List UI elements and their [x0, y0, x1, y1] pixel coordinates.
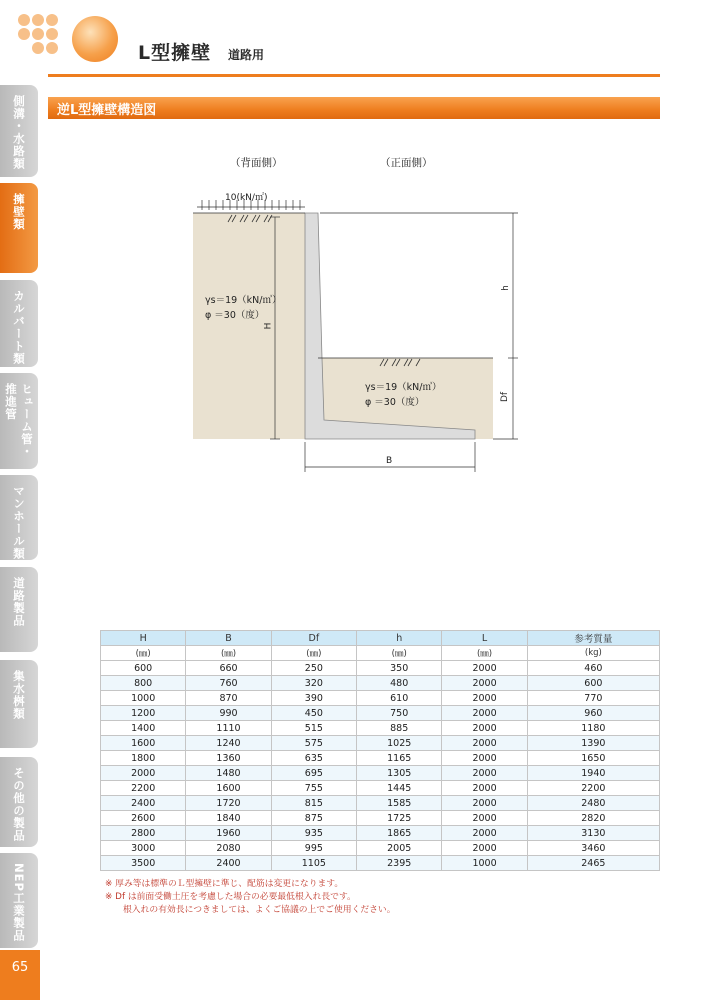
table-cell: 600	[527, 676, 659, 691]
page-number: 65	[0, 950, 40, 1000]
table-cell: 660	[186, 661, 271, 676]
tab-nep-products[interactable]	[0, 853, 38, 948]
table-cell: 1000	[101, 691, 186, 706]
unit-cell: (㎜)	[442, 646, 527, 661]
table-cell: 1650	[527, 751, 659, 766]
table-cell: 760	[186, 676, 271, 691]
table-row	[101, 856, 660, 871]
table-cell: 750	[357, 706, 442, 721]
table-row	[101, 736, 660, 751]
table-cell: 935	[271, 826, 356, 841]
tab-manhole[interactable]	[0, 475, 38, 560]
table-cell: 1725	[357, 811, 442, 826]
tab-label: 擁壁類	[12, 193, 26, 231]
table-row	[101, 676, 660, 691]
table-cell: 1025	[357, 736, 442, 751]
header-L: L	[442, 631, 527, 646]
table-row	[101, 781, 660, 796]
table-cell: 2005	[357, 841, 442, 856]
table-cell: 635	[271, 751, 356, 766]
tab-road-products[interactable]	[0, 567, 38, 652]
header-divider	[48, 74, 660, 77]
table-cell: 815	[271, 796, 356, 811]
table-row	[101, 721, 660, 736]
table-cell: 875	[271, 811, 356, 826]
table-cell: 2465	[527, 856, 659, 871]
table-cell: 2000	[442, 826, 527, 841]
dim-Df-label: Df	[500, 391, 511, 403]
table-cell: 320	[271, 676, 356, 691]
structure-diagram	[180, 150, 540, 484]
unit-cell: (kg)	[527, 646, 659, 661]
table-cell: 1105	[271, 856, 356, 871]
table-cell: 755	[271, 781, 356, 796]
table-body	[101, 661, 660, 871]
table-cell: 2200	[101, 781, 186, 796]
table-cell: 2000	[442, 751, 527, 766]
tab-label: 側溝・水路類	[12, 95, 26, 170]
tab-label: 道路製品	[12, 577, 26, 627]
table-cell: 1400	[101, 721, 186, 736]
table-cell: 1200	[101, 706, 186, 721]
table-cell: 1585	[357, 796, 442, 811]
back-soil-phi: φ ＝30（度）	[205, 310, 265, 321]
front-side-label: （正面側）	[380, 157, 433, 169]
front-soil-gamma: γs＝19（kN/㎥）	[365, 382, 442, 393]
table-cell: 2000	[442, 736, 527, 751]
table-cell: 1865	[357, 826, 442, 841]
table-cell: 2600	[101, 811, 186, 826]
table-cell: 1960	[186, 826, 271, 841]
tab-catch-basin[interactable]	[0, 660, 38, 748]
table-cell: 390	[271, 691, 356, 706]
unit-cell: (㎜)	[357, 646, 442, 661]
table-cell: 3500	[101, 856, 186, 871]
tab-culvert[interactable]	[0, 280, 38, 367]
table-cell: 1940	[527, 766, 659, 781]
table-cell: 2395	[357, 856, 442, 871]
table-cell: 800	[101, 676, 186, 691]
table-cell: 2000	[442, 676, 527, 691]
table-cell: 2000	[442, 781, 527, 796]
header-B: B	[186, 631, 271, 646]
table-cell: 695	[271, 766, 356, 781]
table-header-row	[101, 631, 660, 646]
header-h: h	[357, 631, 442, 646]
dim-B-label: B	[386, 456, 393, 466]
table-cell: 2800	[101, 826, 186, 841]
table-cell: 600	[101, 661, 186, 676]
table-cell: 1800	[101, 751, 186, 766]
dim-h-label: h	[500, 285, 511, 291]
table-cell: 2080	[186, 841, 271, 856]
dimension-table	[100, 630, 660, 871]
table-cell: 480	[357, 676, 442, 691]
table-row	[101, 661, 660, 676]
back-soil-area	[193, 213, 305, 439]
unit-cell: (㎜)	[101, 646, 186, 661]
table-cell: 250	[271, 661, 356, 676]
table-cell: 2000	[442, 766, 527, 781]
section-header	[48, 97, 660, 119]
company-logo	[18, 14, 108, 62]
back-soil-gamma: γs＝19（kN/㎥）	[205, 295, 282, 306]
table-cell: 2820	[527, 811, 659, 826]
table-cell: 450	[271, 706, 356, 721]
page-title: L型擁壁	[138, 42, 212, 64]
tab-label: その他の製品	[12, 767, 26, 842]
table-cell: 1600	[186, 781, 271, 796]
header-Df: Df	[271, 631, 356, 646]
table-cell: 2200	[527, 781, 659, 796]
tab-hume-pipe[interactable]	[0, 373, 38, 469]
tab-label: ヒューム管・推進管	[4, 383, 34, 458]
section-title: 逆L型擁壁構造図	[57, 103, 157, 118]
table-row	[101, 691, 660, 706]
table-row	[101, 841, 660, 856]
table-cell: 995	[271, 841, 356, 856]
table-cell: 1480	[186, 766, 271, 781]
table-cell: 1240	[186, 736, 271, 751]
header-mass: 参考質量	[527, 631, 659, 646]
dim-H-label: H	[263, 322, 274, 330]
table-cell: 2000	[442, 721, 527, 736]
surcharge-load-label: 10(kN/㎡)	[225, 193, 268, 203]
back-side-label: （背面側）	[230, 157, 283, 169]
footnote-1: ※ 厚み等は標準のＬ型擁壁に準じ、配筋は変更になります。	[105, 879, 344, 889]
table-cell: 350	[357, 661, 442, 676]
tab-label: マンホール類	[12, 485, 26, 560]
table-cell: 1110	[186, 721, 271, 736]
table-cell: 1390	[527, 736, 659, 751]
table-cell: 2000	[442, 796, 527, 811]
tab-gutter[interactable]	[0, 85, 38, 177]
table-cell: 3000	[101, 841, 186, 856]
front-soil-phi: φ ＝30（度）	[365, 397, 425, 408]
table-cell: 3130	[527, 826, 659, 841]
tab-label: カルバート類	[12, 290, 26, 365]
table-cell: 2000	[442, 661, 527, 676]
table-cell: 2000	[442, 841, 527, 856]
footnotes	[105, 878, 396, 917]
table-cell: 1000	[442, 856, 527, 871]
table-cell: 770	[527, 691, 659, 706]
table-cell: 460	[527, 661, 659, 676]
unit-cell: (㎜)	[271, 646, 356, 661]
table-cell: 1305	[357, 766, 442, 781]
table-cell: 1720	[186, 796, 271, 811]
table-cell: 575	[271, 736, 356, 751]
table-cell: 1360	[186, 751, 271, 766]
table-cell: 2000	[442, 811, 527, 826]
table-row	[101, 826, 660, 841]
table-cell: 1165	[357, 751, 442, 766]
table-cell: 3460	[527, 841, 659, 856]
table-cell: 2000	[442, 691, 527, 706]
page-subtitle: 道路用	[228, 48, 265, 62]
table-cell: 2000	[442, 706, 527, 721]
tab-other-products[interactable]	[0, 757, 38, 847]
table-cell: 515	[271, 721, 356, 736]
table-cell: 1840	[186, 811, 271, 826]
header-H: H	[101, 631, 186, 646]
tab-label: NEP工業製品	[12, 863, 26, 942]
table-cell: 610	[357, 691, 442, 706]
table-cell: 1180	[527, 721, 659, 736]
table-row	[101, 796, 660, 811]
table-row	[101, 766, 660, 781]
table-cell: 990	[186, 706, 271, 721]
footnote-2: ※ Df は前面受働土圧を考慮した場合の必要最低根入れ長です。	[105, 892, 356, 902]
tab-retaining-wall[interactable]	[0, 183, 38, 273]
table-cell: 870	[186, 691, 271, 706]
table-cell: 960	[527, 706, 659, 721]
unit-cell: (㎜)	[186, 646, 271, 661]
table-row	[101, 751, 660, 766]
table-row	[101, 706, 660, 721]
table-row	[101, 811, 660, 826]
table-cell: 885	[357, 721, 442, 736]
table-cell: 2480	[527, 796, 659, 811]
table-cell: 2400	[101, 796, 186, 811]
table-units-row	[101, 646, 660, 661]
table-cell: 2400	[186, 856, 271, 871]
tab-label: 集水桝類	[12, 670, 26, 720]
footnote-3: 根入れの有効長につきましては、よくご協議の上でご使用ください。	[123, 905, 396, 915]
table-cell: 1445	[357, 781, 442, 796]
table-cell: 2000	[101, 766, 186, 781]
table-cell: 1600	[101, 736, 186, 751]
